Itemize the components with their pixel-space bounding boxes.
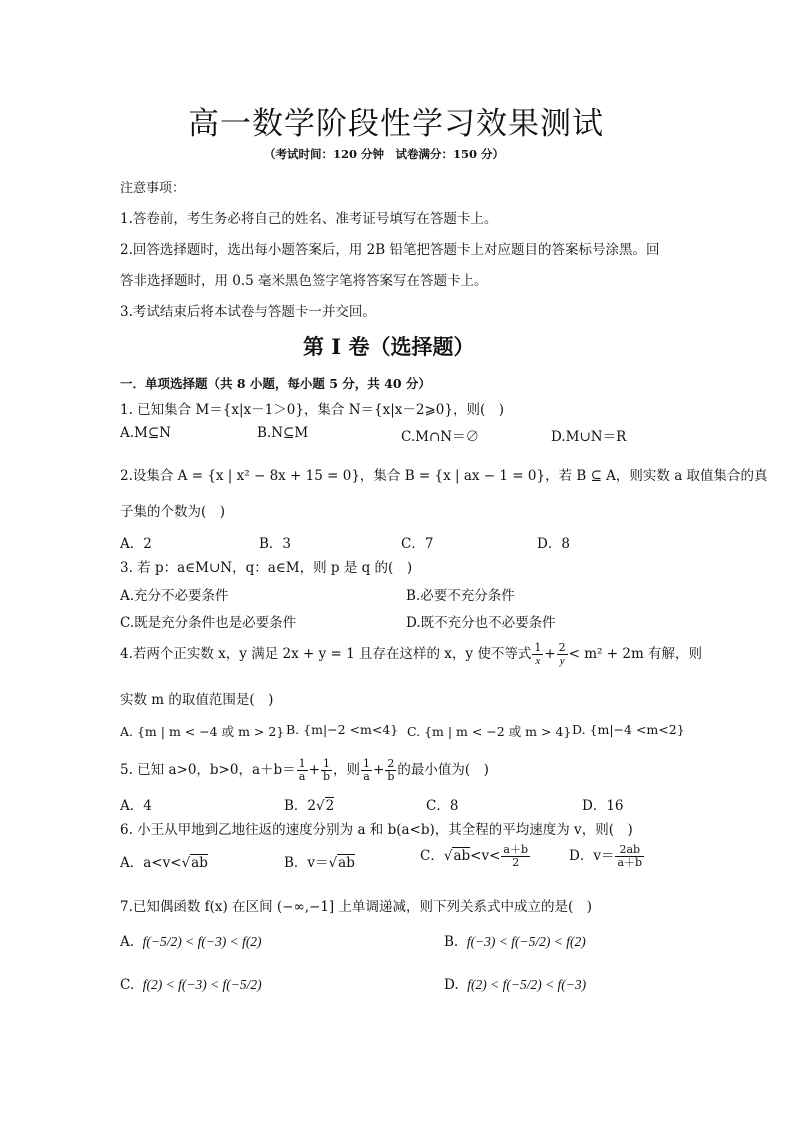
question-5-option-a: A．4: [120, 798, 152, 814]
option-text: B．v＝: [284, 855, 329, 871]
question-6-option-b: B．v＝√ab: [284, 855, 355, 871]
option-expression: f(2) < f(−3) < f(−5/2): [142, 977, 262, 992]
note-line-2a: 2.回答选择题时，选出每小题答案后，用 2B 铅笔把答题卡上对应题目的答案标号涂黑。回: [120, 242, 660, 258]
option-label: B.: [444, 934, 459, 950]
question-2-option-a: A．2: [120, 536, 152, 552]
fraction-numerator: 2ab: [615, 844, 644, 857]
option-text: D．v＝: [569, 848, 615, 864]
question-2-option-c: C．7: [401, 536, 434, 552]
question-7-stem: 7.已知偶函数 f(x) 在区间 (−∞,−1] 上单调递减，则下列关系式中成立的是( ): [120, 899, 593, 915]
exam-title: 高一数学阶段性学习效果测试: [188, 106, 604, 142]
question-6-option-c: C．√ab<v< $\frac{a+b}{2}$: [420, 843, 529, 869]
question-5-stem-post: 的最小值为( ): [397, 762, 489, 778]
question-3-option-b: B.必要不充分条件: [406, 588, 515, 604]
question-4-option-d: D. {m|−4 <m<2}: [572, 722, 685, 737]
question-4-option-c: C. {m | m < −2 或 m > 4}: [407, 724, 572, 739]
question-6-option-d: [569, 844, 645, 869]
fraction-numerator: 2: [558, 641, 566, 654]
option-expression: f(2) < f(−5/2) < f(−3): [467, 977, 587, 992]
fraction-numerator: 1: [321, 758, 332, 771]
question-4-option-b: B. {m|−2 <m<4}: [286, 722, 399, 737]
fraction-denominator: a: [298, 770, 306, 783]
question-2-option-d: D．8: [537, 536, 570, 552]
fraction: [501, 844, 530, 869]
fraction: [361, 758, 372, 783]
option-label: C.: [120, 977, 135, 993]
question-5-stem-pre: 5. 已知 a>0，b>0，a＋b＝: [120, 762, 296, 778]
radicand: ab: [453, 848, 471, 864]
fraction-denominator: a＋b: [617, 856, 643, 869]
question-5-stem: 5. 已知 a>0，b>0，a＋b＝ $\frac{1}{a}$ + $\frac{1}{b}$ ，则 $\frac{1}{a}$ + $\frac{2}{b}$ 的最小值为( ): [120, 757, 489, 783]
fraction-numerator: a＋b: [503, 843, 529, 856]
question-2-option-b: B．3: [259, 536, 292, 552]
note-line-2b: 答非选择题时，用 0.5 毫米黑色签字笔将答案写在答题卡上。: [120, 273, 488, 289]
question-4-stem-a: [120, 642, 702, 667]
option-label: D.: [444, 977, 459, 993]
option-expression: f(−5/2) < f(−3) < f(2): [142, 934, 262, 949]
radicand: 2: [325, 798, 335, 814]
question-4-stem-pre: 4.若两个正实数 x，y 满足 2x + y = 1 且存在这样的 x，y 使不等式: [120, 646, 532, 662]
note-line-1: 1.答卷前，考生务必将自己的姓名、准考证号填写在答题卡上。: [120, 211, 498, 227]
question-7-option-a: [120, 934, 262, 950]
question-5-option-c: C．8: [426, 798, 459, 814]
question-1-option-a: A.M⊆N: [120, 425, 171, 441]
question-7-option-b: [444, 934, 586, 950]
fraction-denominator: 2: [512, 856, 520, 869]
fraction-denominator: b: [322, 770, 331, 783]
note-line-3: 3.考试结束后将本试卷与答题卡一并交回。: [120, 304, 376, 320]
exam-subtitle: （考试时间：120 分钟 试卷满分：150 分）: [264, 147, 505, 161]
option-text: B．2: [284, 798, 317, 814]
fraction-denominator: x: [535, 655, 541, 667]
fraction: [297, 758, 308, 783]
fraction-denominator: a: [363, 770, 370, 783]
question-4-stem-post: < m² + 2m 有解，则: [568, 646, 703, 662]
plus-sign: +: [544, 646, 556, 662]
fraction-numerator: 2: [385, 758, 396, 771]
fraction-denominator: y: [559, 655, 565, 667]
question-5-stem-mid: ，则: [333, 762, 361, 778]
question-5-option-d: D．16: [582, 798, 624, 814]
question-2-stem-a: 2.设集合 A = {x | x² − 8x + 15 = 0}，集合 B = {x | ax − 1 = 0}，若 B ⊆ A，则实数 a 取值集合的真: [120, 468, 768, 484]
option-expression: f(−3) < f(−5/2) < f(2): [466, 934, 586, 949]
notes-heading: 注意事项：: [120, 181, 186, 196]
option-text: A．a<v<: [120, 855, 182, 871]
fraction-numerator: 1: [363, 757, 371, 770]
question-3-option-d: D.既不充分也不必要条件: [406, 615, 556, 631]
question-6-option-a: A．a<v<√ab: [120, 855, 208, 871]
question-5-option-b: B．2√2: [284, 798, 335, 814]
question-4-stem-b: 实数 m 的取值范围是( ): [120, 692, 274, 708]
question-1-option-c: C.M∩N＝∅: [401, 429, 480, 445]
question-1-option-d: D.M∪N＝R: [551, 429, 627, 445]
fraction: [385, 758, 396, 783]
question-1-stem: 1. 已知集合 M＝{x|x－1＞0}，集合 N＝{x|x－2⩾0}，则( ): [120, 402, 504, 418]
question-2-stem-b: 子集的个数为( ): [120, 504, 226, 520]
option-text: C．: [420, 848, 444, 864]
fraction-denominator: b: [387, 770, 395, 783]
part-title: 第 I 卷（选择题）: [303, 334, 475, 359]
question-4-fraction-1: [532, 642, 543, 667]
radicand: ab: [191, 855, 208, 871]
option-text: <v<: [470, 848, 501, 864]
fraction-numerator: 1: [534, 641, 542, 654]
question-7-option-d: [444, 977, 586, 993]
fraction-numerator: 1: [298, 757, 306, 770]
question-3-stem: 3. 若 p：a∈M∪N，q：a∈M，则 p 是 q 的( ): [120, 560, 413, 576]
option-label: A.: [120, 934, 135, 950]
fraction: [615, 844, 644, 869]
section-heading: 一．单项选择题（共 8 小题，每小题 5 分，共 40 分）: [120, 376, 431, 391]
fraction: [321, 758, 332, 783]
question-3-option-c: C.既是充分条件也是必要条件: [120, 615, 297, 631]
radicand: ab: [338, 855, 355, 871]
question-1-option-b: B.N⊆M: [257, 425, 309, 441]
question-6-stem: 6. 小王从甲地到乙地往返的速度分别为 a 和 b(a<b)，其全程的平均速度为 v，则( ): [120, 822, 633, 838]
question-4-option-a: A. {m | m < −4 或 m > 2}: [120, 724, 285, 739]
question-3-option-a: A.充分不必要条件: [120, 588, 229, 604]
question-7-option-c: [120, 977, 262, 993]
question-4-fraction-2: [557, 642, 568, 667]
